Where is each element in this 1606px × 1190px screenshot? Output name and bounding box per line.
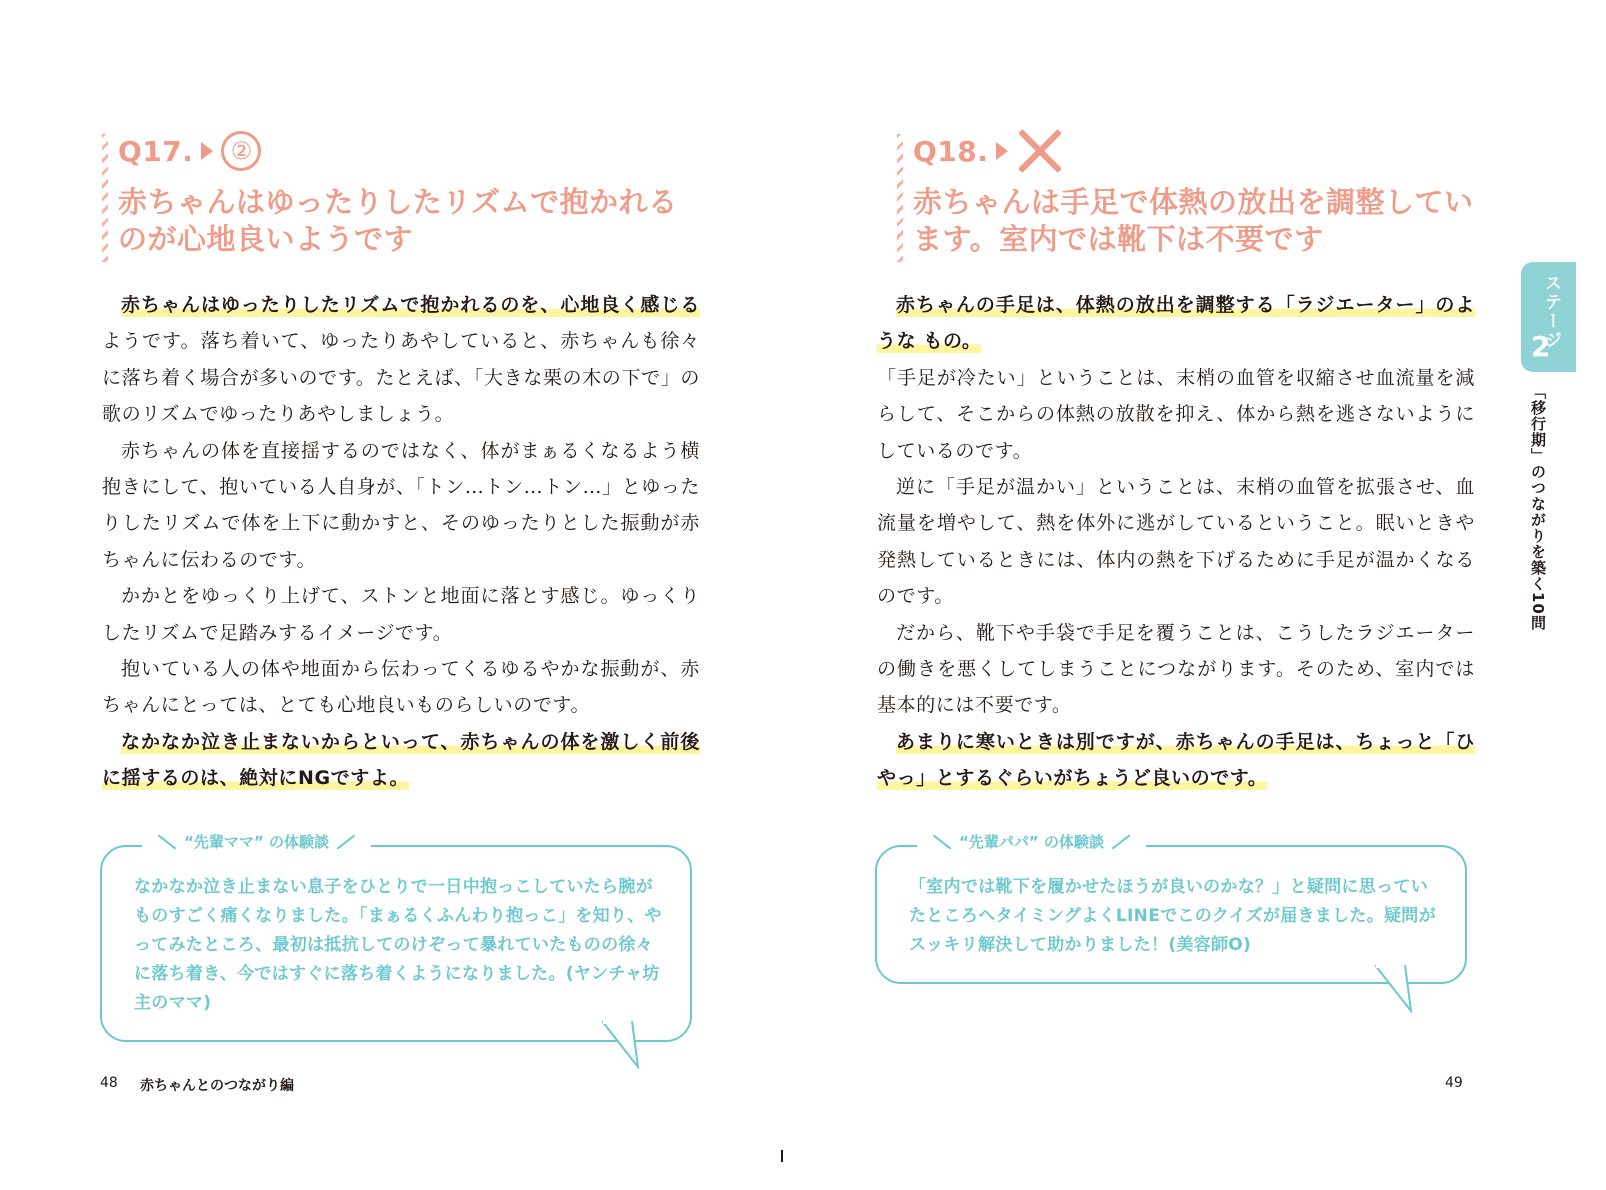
answer-title bbox=[913, 184, 1513, 258]
paragraph bbox=[877, 287, 1475, 360]
highlight-text: なかなか泣き止まないからといって、赤ちゃんの体を激しく前後に揺するのは、絶対にNGですよ。 bbox=[102, 730, 700, 790]
right-page bbox=[803, 0, 1606, 1190]
paragraph-text: 赤ちゃんの体を直接揺するのではなく、体がまぁるくなるよう横抱きにして、抱いている人自身が、「トン…トン…トン…」とゆったりしたリズムで体を上下に動かすと、そのゆったりとした振動が赤ちゃんに伝わるのです。 bbox=[102, 439, 700, 571]
paragraph bbox=[102, 433, 700, 579]
body-text bbox=[102, 287, 700, 797]
bubble-text: 「室内では靴下を履かせたほうが良いのかな？」と疑問に思っていたところへタイミングよくLINEでこのクイズが届きました。疑問がスッキリ解決して助かりました！(美容師O) bbox=[909, 877, 1436, 955]
highlight-text: 赤ちゃんの手足は、体熱の放出を調整する「ラジエーター」のような もの。 bbox=[877, 294, 1475, 353]
stage-tab bbox=[1521, 262, 1576, 372]
dashed-rule bbox=[897, 134, 903, 262]
page-number: 48 bbox=[100, 1075, 118, 1091]
bubble-label bbox=[917, 831, 1146, 852]
paragraph-text: 逆に「手足が温かい」ということは、末梢の血管を拡張させ、血流量を増やして、熱を体外に逃がしているということ。眠いときや発熱しているときには、体内の熱を下げるために手足が温かくなるのです。 bbox=[877, 476, 1475, 608]
paragraph bbox=[877, 724, 1475, 797]
paragraph-text: かかとをゆっくり上げて、ストンと地面に落とす感じ。ゆっくりしたリズムで足踏みするイメージです。 bbox=[102, 585, 700, 644]
paragraph bbox=[102, 651, 700, 724]
highlight-text: 赤ちゃんはゆったりしたリズムで抱かれるのを、心地良く感じる bbox=[121, 294, 700, 316]
slash-icon bbox=[158, 834, 177, 849]
paragraph bbox=[877, 615, 1475, 724]
title-line: 赤ちゃんはゆったりしたリズムで抱かれる bbox=[118, 185, 678, 219]
highlight-text: あまりに寒いときは別ですが、赤ちゃんの手足は、ちょっと「ひやっ」とするぐらいがちょうど良いのです。 bbox=[877, 730, 1475, 790]
running-head: 赤ちゃんとのつながり編 bbox=[140, 1078, 294, 1094]
slash-icon bbox=[337, 834, 356, 849]
page-number: 49 bbox=[1445, 1075, 1463, 1091]
title-line: 赤ちゃんは手足で体熱の放出を調整してい bbox=[913, 185, 1474, 219]
bubble-label-text: “先輩ママ” の体験談 bbox=[184, 833, 329, 851]
paragraph bbox=[102, 724, 700, 797]
dashed-rule bbox=[102, 134, 108, 262]
x-mark-icon bbox=[1016, 128, 1062, 174]
crop-mark bbox=[781, 1150, 783, 1162]
question-number: Q18. bbox=[913, 134, 989, 168]
paragraph-text: だから、靴下や手袋で手足を覆うことは、こうしたラジエーターの働きを悪くしてしまうことにつながります。そのため、室内では基本的には不要です。 bbox=[877, 621, 1475, 717]
bubble-text: なかなか泣き止まない息子をひとりで一日中抱っこしていたら腕がものすごく痛くなりました。「まぁるくふんわり抱っこ」を知り、やってみたところ、最初は抵抗してのけぞって暴れていたものの徐々に落ち着き、今ではすぐに落ち着くようになりました。(ヤンチャ坊主のママ) bbox=[134, 877, 662, 1013]
paragraph bbox=[102, 578, 700, 651]
title-line: ます。室内では靴下は不要です bbox=[913, 222, 1324, 256]
question-header bbox=[913, 126, 1513, 258]
testimonial-bubble bbox=[100, 833, 692, 1042]
slash-icon bbox=[933, 834, 952, 849]
paragraph-text: 「手足が冷たい」ということは、末梢の血管を収縮させ血流量を減らして、そこからの体熱の放散を抑え、体から熱を逃さないようにしているのです。 bbox=[877, 366, 1475, 462]
arrow-icon bbox=[201, 142, 213, 160]
paragraph-text: 抱いている人の体や地面から伝わってくるゆるやかな振動が、赤ちゃんにとっては、とても心地良いものらしいのです。 bbox=[102, 658, 700, 717]
paragraph bbox=[877, 469, 1475, 615]
body-text bbox=[877, 287, 1475, 797]
question-number: Q17. bbox=[118, 134, 194, 168]
bubble-label bbox=[142, 831, 371, 852]
answer-circle: ② bbox=[221, 131, 261, 171]
paragraph-text: ようです。落ち着いて、ゆったりあやしていると、赤ちゃんも徐々に落ち着く場合が多いのです。たとえば、「大きな栗の木の下で」の歌のリズムでゆったりあやしましょう。 bbox=[102, 330, 700, 426]
stage-tab-number: 2 bbox=[1531, 330, 1551, 363]
testimonial-bubble bbox=[875, 833, 1467, 984]
bubble-tail-icon bbox=[1375, 965, 1415, 1013]
arrow-icon bbox=[996, 142, 1008, 160]
slash-icon bbox=[1112, 834, 1131, 849]
bubble-label-text: “先輩パパ” の体験談 bbox=[959, 833, 1104, 851]
stage-tab-label: ステージ bbox=[1541, 274, 1561, 350]
paragraph bbox=[877, 360, 1475, 469]
title-line: のが心地良いようです bbox=[118, 222, 414, 256]
answer-title bbox=[118, 184, 718, 258]
chapter-title: 「移行期」のつながりを築く10問 bbox=[1529, 384, 1547, 631]
bubble-tail-icon bbox=[602, 1021, 642, 1069]
question-header bbox=[118, 126, 718, 258]
paragraph bbox=[102, 287, 700, 433]
